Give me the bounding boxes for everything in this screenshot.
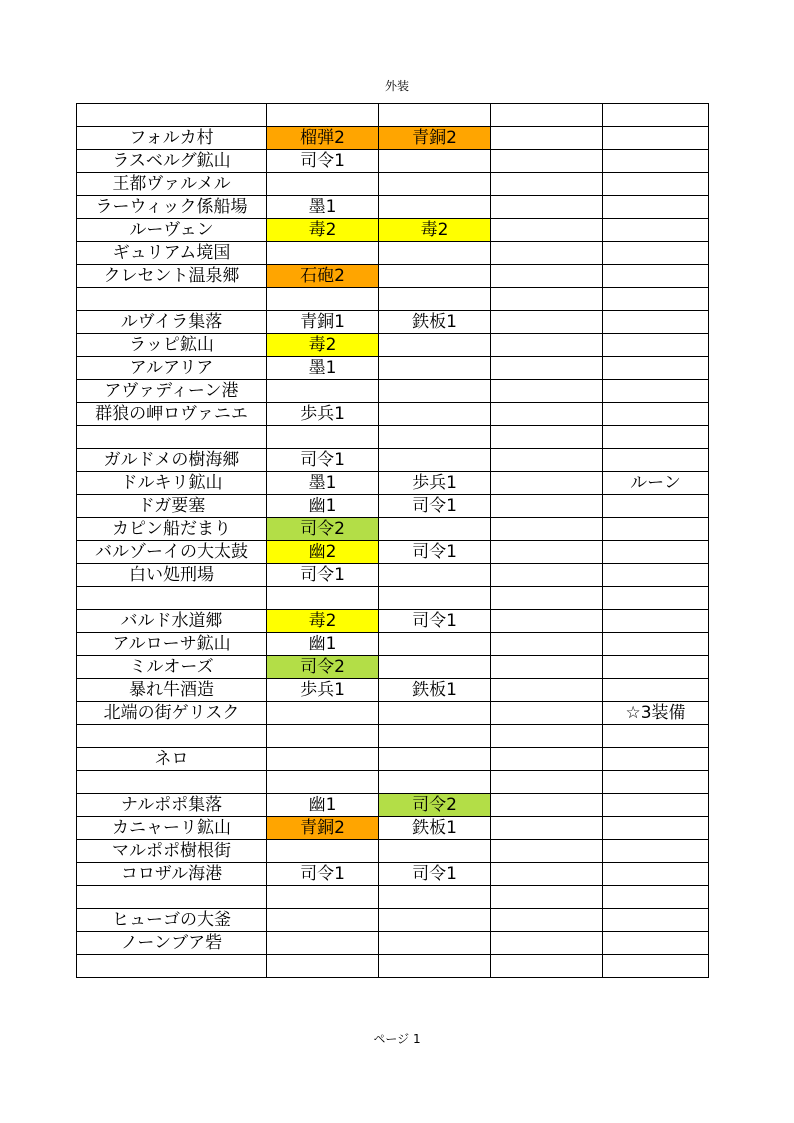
material-cell: 歩兵1 (267, 403, 379, 426)
material-cell: 墨1 (267, 472, 379, 495)
table-row (77, 541, 709, 564)
location-name-cell: 暴れ牛酒造 (77, 679, 267, 702)
material-cell (491, 633, 603, 656)
table-row (77, 771, 709, 794)
location-name-cell: マルポポ樹根街 (77, 840, 267, 863)
material-cell (603, 955, 709, 978)
material-cell: 司令1 (267, 564, 379, 587)
material-cell (603, 242, 709, 265)
material-cell (603, 104, 709, 127)
table-row (77, 472, 709, 495)
table-row (77, 426, 709, 449)
material-cell: 鉄板1 (379, 679, 491, 702)
material-cell (603, 265, 709, 288)
material-cell (379, 932, 491, 955)
location-name-cell: ガルドメの樹海郷 (77, 449, 267, 472)
material-cell (267, 748, 379, 771)
material-cell (603, 495, 709, 518)
location-name-cell: 王都ヴァルメル (77, 173, 267, 196)
material-cell (603, 403, 709, 426)
table-row (77, 104, 709, 127)
table-row (77, 518, 709, 541)
table-row (77, 288, 709, 311)
table-row (77, 334, 709, 357)
material-cell (491, 541, 603, 564)
table-row (77, 610, 709, 633)
location-name-cell: ドガ要塞 (77, 495, 267, 518)
material-cell (379, 449, 491, 472)
table-row (77, 794, 709, 817)
material-cell (379, 656, 491, 679)
material-cell (379, 518, 491, 541)
material-cell (491, 495, 603, 518)
material-cell: ルーン (603, 472, 709, 495)
table-row (77, 219, 709, 242)
material-cell (491, 196, 603, 219)
page-header: 外装 (384, 79, 409, 93)
location-name-cell: ドルキリ鉱山 (77, 472, 267, 495)
location-name-cell: ヒューゴの大釜 (77, 909, 267, 932)
material-cell (379, 288, 491, 311)
table-row (77, 127, 709, 150)
material-cell (267, 104, 379, 127)
material-cell (603, 127, 709, 150)
material-cell (603, 656, 709, 679)
material-cell (491, 771, 603, 794)
table-row (77, 357, 709, 380)
location-name-cell (77, 771, 267, 794)
location-name-cell: ギュリアム境国 (77, 242, 267, 265)
material-cell (491, 610, 603, 633)
material-cell (267, 932, 379, 955)
material-cell: 毒2 (267, 334, 379, 357)
location-name-cell: コロザル海港 (77, 863, 267, 886)
material-cell (267, 909, 379, 932)
location-name-cell: カピン船だまり (77, 518, 267, 541)
material-cell: 青銅2 (379, 127, 491, 150)
material-cell: 幽1 (267, 794, 379, 817)
material-cell (603, 863, 709, 886)
location-name-cell: クレセント温泉郷 (77, 265, 267, 288)
location-name-cell: アルローサ鉱山 (77, 633, 267, 656)
material-cell (491, 702, 603, 725)
material-cell (603, 633, 709, 656)
location-table (76, 103, 709, 978)
location-name-cell (77, 104, 267, 127)
table-row (77, 242, 709, 265)
material-cell (491, 127, 603, 150)
table-row (77, 840, 709, 863)
location-name-cell: 群狼の岬ロヴァニエ (77, 403, 267, 426)
material-cell: 鉄板1 (379, 311, 491, 334)
table-row (77, 955, 709, 978)
location-name-cell: アヴァディーン港 (77, 380, 267, 403)
material-cell (491, 173, 603, 196)
location-name-cell: ネロ (77, 748, 267, 771)
location-name-cell: ナルポポ集落 (77, 794, 267, 817)
material-cell: 司令1 (267, 150, 379, 173)
material-cell (491, 725, 603, 748)
material-cell (379, 357, 491, 380)
material-cell (603, 380, 709, 403)
material-cell (379, 587, 491, 610)
material-cell (603, 794, 709, 817)
material-cell: 幽1 (267, 495, 379, 518)
material-cell (379, 725, 491, 748)
material-cell (603, 150, 709, 173)
table-row (77, 633, 709, 656)
material-cell: 幽2 (267, 541, 379, 564)
table-row (77, 150, 709, 173)
material-cell (491, 242, 603, 265)
material-cell (603, 564, 709, 587)
location-name-cell: アルアリア (77, 357, 267, 380)
material-cell (491, 219, 603, 242)
table-row (77, 748, 709, 771)
material-cell: 鉄板1 (379, 817, 491, 840)
material-cell (267, 771, 379, 794)
location-name-cell: 白い処刑場 (77, 564, 267, 587)
location-name-cell (77, 426, 267, 449)
material-cell (491, 403, 603, 426)
table-row (77, 564, 709, 587)
table-row (77, 380, 709, 403)
material-cell (491, 955, 603, 978)
material-cell (491, 334, 603, 357)
table-row (77, 587, 709, 610)
location-name-cell: カニャーリ鉱山 (77, 817, 267, 840)
location-name-cell (77, 886, 267, 909)
location-name-cell: ルヴイラ集落 (77, 311, 267, 334)
material-cell (603, 725, 709, 748)
material-cell: 司令1 (379, 541, 491, 564)
material-cell (603, 587, 709, 610)
material-cell (379, 909, 491, 932)
material-cell: 歩兵1 (379, 472, 491, 495)
material-cell (491, 265, 603, 288)
material-cell (491, 518, 603, 541)
material-cell (379, 564, 491, 587)
material-cell (603, 311, 709, 334)
location-name-cell: ノーンブア砦 (77, 932, 267, 955)
table-row (77, 311, 709, 334)
material-cell (491, 426, 603, 449)
material-cell (379, 955, 491, 978)
material-cell (491, 840, 603, 863)
material-cell (379, 771, 491, 794)
location-name-cell: 北端の街ゲリスク (77, 702, 267, 725)
material-cell (379, 403, 491, 426)
material-cell (491, 909, 603, 932)
location-name-cell (77, 725, 267, 748)
material-cell (491, 311, 603, 334)
material-cell (267, 725, 379, 748)
material-cell (603, 541, 709, 564)
material-cell (603, 196, 709, 219)
table-row (77, 932, 709, 955)
material-cell (491, 656, 603, 679)
material-cell (603, 771, 709, 794)
material-cell (491, 472, 603, 495)
material-cell (267, 702, 379, 725)
material-cell (267, 380, 379, 403)
material-cell (603, 357, 709, 380)
table-row (77, 173, 709, 196)
material-cell: 毒2 (267, 610, 379, 633)
table-row (77, 449, 709, 472)
material-cell: 榴弾2 (267, 127, 379, 150)
table-row (77, 495, 709, 518)
material-cell (379, 380, 491, 403)
material-cell: 司令1 (379, 610, 491, 633)
table-row (77, 725, 709, 748)
table-row (77, 196, 709, 219)
material-cell (491, 679, 603, 702)
material-cell (379, 150, 491, 173)
material-cell: 司令1 (379, 495, 491, 518)
material-cell (603, 518, 709, 541)
table-row (77, 403, 709, 426)
table-row (77, 679, 709, 702)
location-name-cell: フォルカ村 (77, 127, 267, 150)
material-cell (603, 679, 709, 702)
table-row (77, 909, 709, 932)
table-row (77, 817, 709, 840)
material-cell (379, 173, 491, 196)
material-cell (491, 817, 603, 840)
material-cell: 司令2 (379, 794, 491, 817)
location-name-cell: バルド水道郷 (77, 610, 267, 633)
material-cell (379, 104, 491, 127)
material-cell: 司令1 (267, 863, 379, 886)
material-cell: 青銅2 (267, 817, 379, 840)
location-name-cell: ラッピ鉱山 (77, 334, 267, 357)
material-cell: 青銅1 (267, 311, 379, 334)
material-cell (379, 702, 491, 725)
location-name-cell: バルゾーイの大太鼓 (77, 541, 267, 564)
material-cell (379, 633, 491, 656)
material-cell (603, 219, 709, 242)
material-cell (491, 104, 603, 127)
location-name-cell (77, 955, 267, 978)
material-cell (379, 242, 491, 265)
material-cell (267, 426, 379, 449)
material-cell (267, 587, 379, 610)
material-cell (603, 334, 709, 357)
material-cell (267, 288, 379, 311)
material-cell (267, 840, 379, 863)
material-cell (379, 426, 491, 449)
material-cell (603, 909, 709, 932)
material-cell: 歩兵1 (267, 679, 379, 702)
material-cell (491, 748, 603, 771)
material-cell (267, 886, 379, 909)
table-row (77, 656, 709, 679)
material-cell (491, 794, 603, 817)
material-cell (379, 196, 491, 219)
material-cell (379, 840, 491, 863)
material-cell (603, 426, 709, 449)
material-cell (603, 817, 709, 840)
material-cell (491, 449, 603, 472)
page-footer: ページ 1 (373, 1032, 421, 1046)
material-cell (491, 587, 603, 610)
material-cell (491, 564, 603, 587)
material-cell (491, 886, 603, 909)
material-cell (379, 334, 491, 357)
location-name-cell: ミルオーズ (77, 656, 267, 679)
material-cell: 司令2 (267, 656, 379, 679)
location-name-cell: ラスベルグ鉱山 (77, 150, 267, 173)
material-cell (491, 357, 603, 380)
material-cell (267, 955, 379, 978)
table-row (77, 863, 709, 886)
material-cell (491, 863, 603, 886)
material-cell: 毒2 (379, 219, 491, 242)
material-cell: 司令1 (267, 449, 379, 472)
location-name-cell: ルーヴェン (77, 219, 267, 242)
material-cell (267, 173, 379, 196)
material-cell (379, 886, 491, 909)
material-cell (603, 173, 709, 196)
material-cell (379, 265, 491, 288)
table-body (77, 104, 709, 978)
material-cell (267, 242, 379, 265)
location-name-cell: ラーウィック係船場 (77, 196, 267, 219)
material-cell (603, 748, 709, 771)
table-row (77, 886, 709, 909)
material-cell: 墨1 (267, 196, 379, 219)
material-cell (379, 748, 491, 771)
location-name-cell (77, 288, 267, 311)
table-row (77, 702, 709, 725)
location-name-cell (77, 587, 267, 610)
material-cell: 墨1 (267, 357, 379, 380)
material-cell (491, 150, 603, 173)
material-cell: 石砲2 (267, 265, 379, 288)
material-cell (491, 288, 603, 311)
material-cell: 毒2 (267, 219, 379, 242)
material-cell: 司令1 (379, 863, 491, 886)
material-cell (491, 380, 603, 403)
material-cell: 幽1 (267, 633, 379, 656)
material-cell (603, 610, 709, 633)
material-cell (603, 288, 709, 311)
material-cell (603, 449, 709, 472)
material-cell (491, 932, 603, 955)
table-row (77, 265, 709, 288)
material-cell (603, 932, 709, 955)
material-cell (603, 840, 709, 863)
material-cell: 司令2 (267, 518, 379, 541)
material-cell (603, 886, 709, 909)
material-cell: ☆3装備 (603, 702, 709, 725)
